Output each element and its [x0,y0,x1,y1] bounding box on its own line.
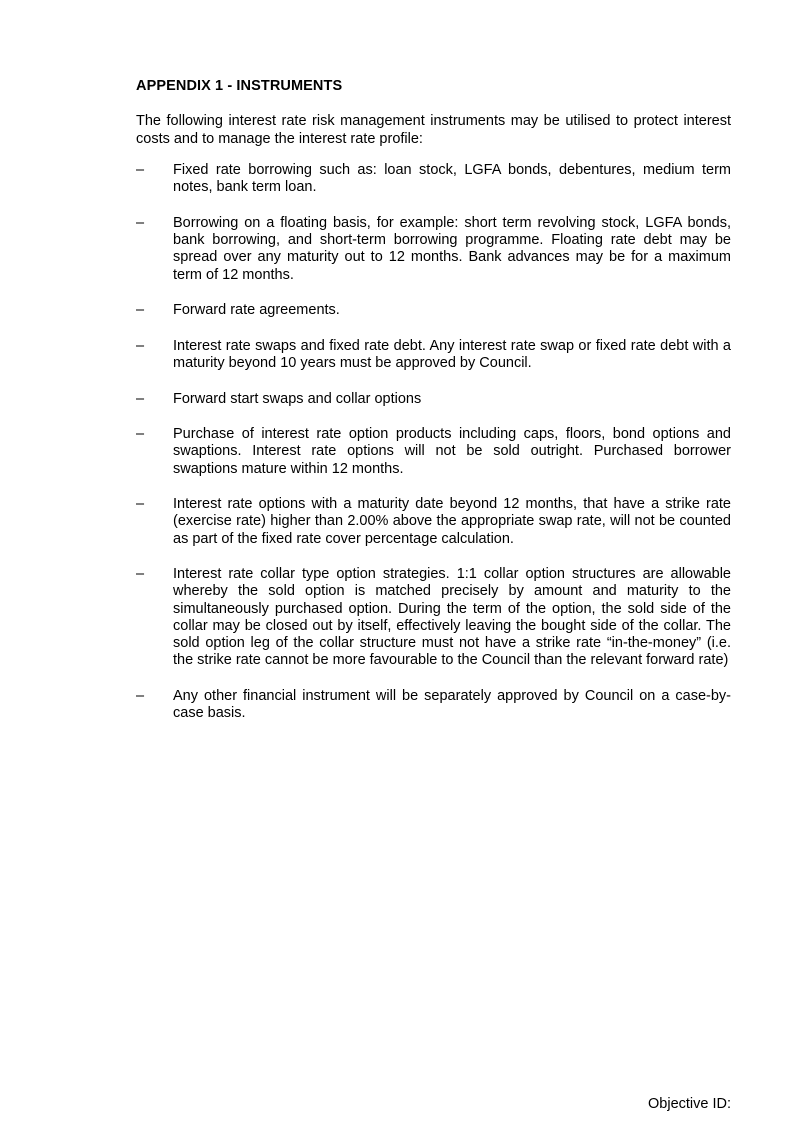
document-page [136,78,731,741]
list-item [136,302,731,319]
list-item [136,215,731,284]
objective-id-footer: Objective ID: [648,1096,731,1112]
list-item-text: Any other financial instrument will be separately approved by Council on a case-by-case basis. [173,687,731,721]
bullet-dash: – [136,302,145,319]
page-title: APPENDIX 1 - INSTRUMENTS [136,78,343,94]
list-item-text: Interest rate options with a maturity date beyond 12 months, that have a strike rate (exercise rate) higher than 2.00% above the appropriate swap rate, will not be counted as part of the fixed rate cover percentage calculation. [173,496,731,547]
bullet-dash: – [136,337,145,354]
list-item-text: Purchase of interest rate option products including caps, floors, bond options and swaptions. Interest rate options will not be sold outright. Purchased borrower swaptions mature within 12 months. [173,426,731,477]
intro-paragraph: The following interest rate risk management instruments may be utilised to protect interest costs and to manage the interest rate profile: [136,113,731,147]
list-item-text: Interest rate swaps and fixed rate debt. Any interest rate swap or fixed rate debt with a maturity beyond 10 years must be approved by Council. [173,337,731,371]
list-item-text: Borrowing on a floating basis, for example: short term revolving stock, LGFA bonds, bank borrowing, and short-term borrowing programme. Floating rate debt may be spread over any maturity out to 12 months. Bank advances may be for a maximum term of 12 months. [173,214,731,283]
list-item-text: Fixed rate borrowing such as: loan stock, LGFA bonds, debentures, medium term notes, bank term loan. [173,162,731,196]
list-item [136,426,731,478]
list-item-text: Interest rate collar type option strategies. 1:1 collar option structures are allowable whereby the sold option is matched precisely by amount and maturity to the simultaneously purchased option. During the term of the option, the sold side of the collar may be closed out by itself, effectively leaving the bought side of the collar. The sold option leg of the collar structure must not have a strike rate “in-the-money” (i.e. the strike rate cannot be more favourable to the Council than the relevant forward rate) [173,566,731,669]
list-item-text: Forward start swaps and collar options [173,390,422,407]
list-item [136,338,731,372]
bullet-dash: – [136,162,145,179]
list-item [136,391,731,408]
bullet-dash: – [136,390,145,407]
list-item [136,566,731,669]
bullet-dash: – [136,566,145,583]
bullet-dash: – [136,496,145,513]
bullet-dash: – [136,687,145,704]
list-item [136,496,731,548]
instrument-list [136,162,731,722]
bullet-dash: – [136,214,145,231]
bullet-dash: – [136,426,145,443]
list-item [136,688,731,722]
list-item-text: Forward rate agreements. [173,302,340,319]
list-item [136,162,731,196]
